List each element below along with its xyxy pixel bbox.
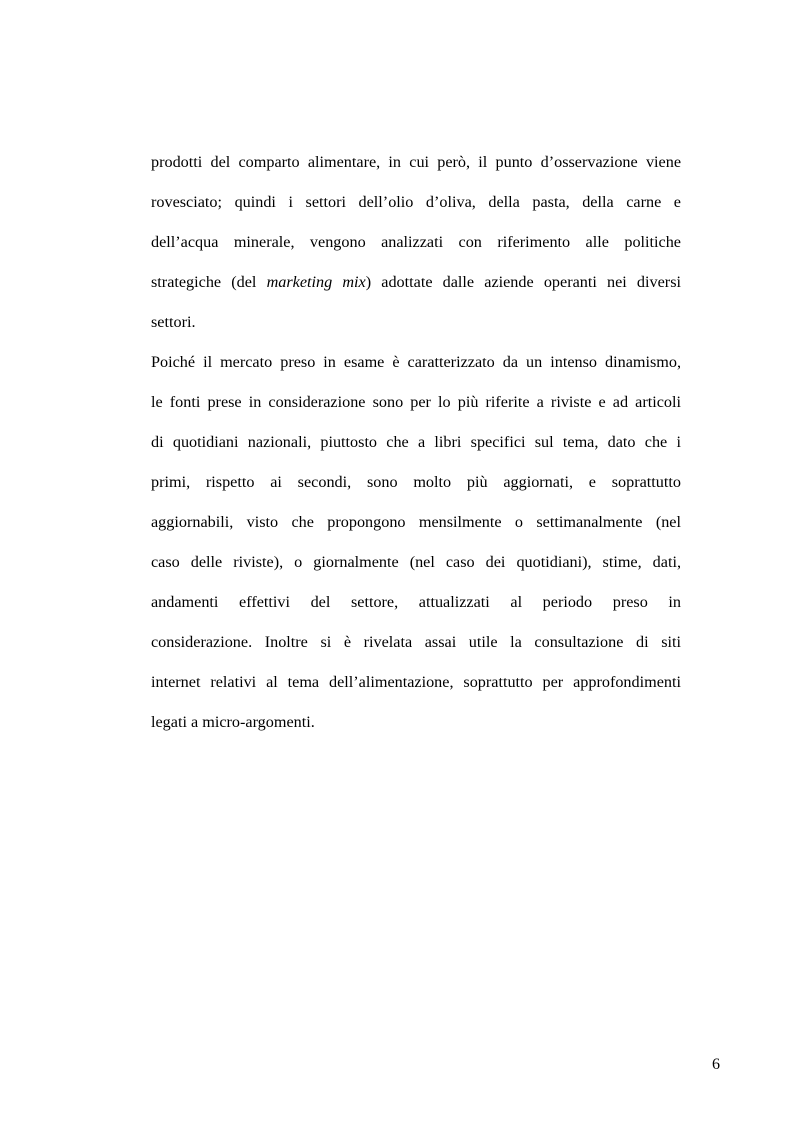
text-run: ) adottate dalle aziende operanti nei diversi [365, 273, 681, 291]
text-line: prodotti del comparto alimentare, in cui però, il punto d’osservazione viene [151, 153, 681, 171]
paragraph-1 [151, 146, 681, 346]
page-number: 6 [712, 1056, 720, 1073]
text-line: Poiché il mercato preso in esame è caratterizzato da un intenso dinamismo, [151, 353, 681, 371]
text-line: internet relativi al tema dell’alimentazione, soprattutto per approfondimenti [151, 673, 681, 691]
text-line [151, 266, 681, 306]
text-line-last: settori. [151, 313, 196, 331]
text-line-last: legati a micro-argomenti. [151, 713, 315, 731]
text-run: strategiche (del [151, 273, 267, 291]
body-text [151, 146, 681, 746]
text-line: primi, rispetto ai secondi, sono molto più aggiornati, e soprattutto [151, 473, 681, 491]
text-line: caso delle riviste), o giornalmente (nel caso dei quotidiani), stime, dati, [151, 553, 681, 571]
text-line: di quotidiani nazionali, piuttosto che a libri specifici sul tema, dato che i [151, 433, 681, 451]
text-line: le fonti prese in considerazione sono per lo più riferite a riviste e ad articoli [151, 393, 681, 411]
text-line: aggiornabili, visto che propongono mensilmente o settimanalmente (nel [151, 513, 681, 531]
text-line: dell’acqua minerale, vengono analizzati con riferimento alle politiche [151, 233, 681, 251]
text-line: considerazione. Inoltre si è rivelata assai utile la consultazione di siti [151, 633, 681, 651]
emphasis-marketing-mix: marketing mix [266, 273, 366, 291]
paragraph-2 [151, 346, 681, 746]
text-line: rovesciato; quindi i settori dell’olio d’oliva, della pasta, della carne e [151, 193, 681, 211]
text-line: andamenti effettivi del settore, attualizzati al periodo preso in [151, 593, 681, 611]
